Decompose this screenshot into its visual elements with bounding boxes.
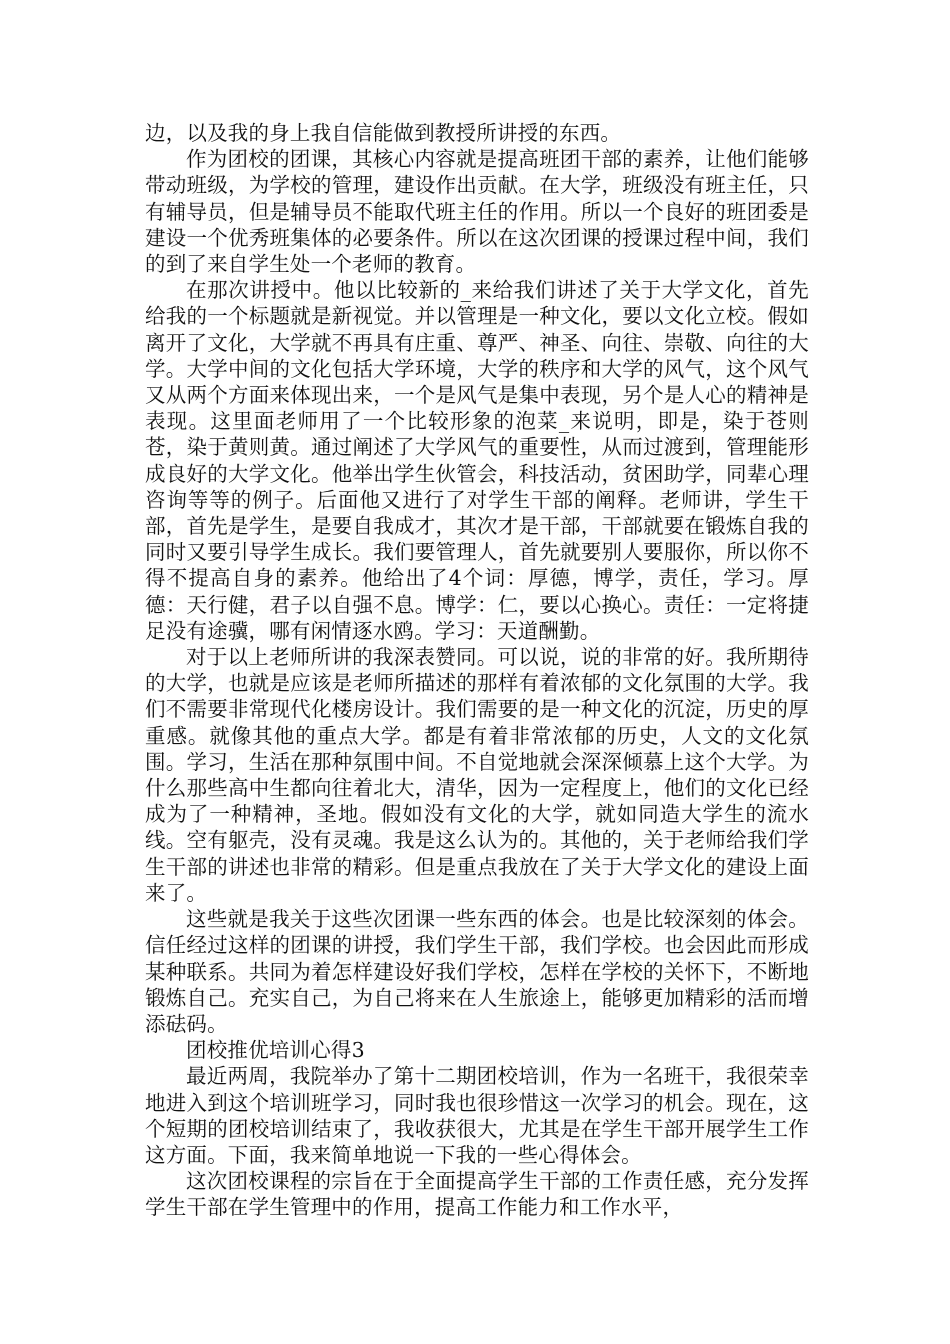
paragraph-training-intro: 最近两周，我院举办了第十二期团校培训，作为一名班干，我很荣幸地进入到这个培训班学习，同时我也很珍惜这一次学习的机会。现在，这个短期的团校培训结束了，我收获很大，尤其是在学生干部开展学生工作这方面。下面，我来简单地说一下我的一些心得体会。: [145, 1064, 809, 1167]
document-body: [145, 120, 809, 1221]
paragraph-agreement: 对于以上老师所讲的我深表赞同。可以说，说的非常的好。我所期待的大学，也就是应该是老师所描述的那样有着浓郁的文化氛围的大学。我们不需要非常现代化楼房设计。我们需要的是一种文化的沉淀，历史的厚重感。就像其他的重点大学。都是有着非常浓郁的历史，人文的文化氛围。学习，生活在那种氛围中间。不自觉地就会深深倾慕上这个大学。为什么那些高中生都向往着北大，清华，因为一定程度上，他们的文化已经成为了一种精神，圣地。假如没有文化的大学，就如同造大学生的流水线。空有躯壳，没有灵魂。我是这么认为的。其他的，关于老师给我们学生干部的讲述也非常的精彩。但是重点我放在了关于大学文化的建设上面来了。: [145, 645, 809, 905]
paragraph-reflection: 这些就是我关于这些次团课一些东西的体会。也是比较深刻的体会。信任经过这样的团课的讲授，我们学生干部，我们学校。也会因此而形成某种联系。共同为着怎样建设好我们学校，怎样在学校的关怀下，不断地锻炼自己。充实自己，为自己将来在人生旅途上，能够更加精彩的活而增添砝码。: [145, 907, 809, 1036]
paragraph-team-class-core: 作为团校的团课，其核心内容就是提高班团干部的素养，让他们能够带动班级，为学校的管理，建设作出贡献。在大学，班级没有班主任，只有辅导员，但是辅导员不能取代班主任的作用。所以一个良好的班团委是建设一个优秀班集体的必要条件。所以在这次团课的授课过程中间，我们的到了来自学生处一个老师的教育。: [145, 147, 809, 277]
paragraph-university-culture: 在那次讲授中。他以比较新的_来给我们讲述了关于大学文化，首先给我的一个标题就是新视觉。并以管理是一种文化，要以文化立校。假如离开了文化，大学就不再具有庄重、尊严、神圣、向往、崇敬、向往的大学。大学中间的文化包括大学环境，大学的秩序和大学的风气，这个风气又从两个方面来体现出来，一个是风气是集中表现，另个是人心的精神是表现。这里面老师用了一个比较形象的泡菜_来说明，即是，染于苍则苍，染于黄则黄。通过阐述了大学风气的重要性，从而过渡到，管理能形成良好的大学文化。他举出学生伙管会，科技活动，贫困助学，同辈心理咨询等等的例子。后面他又进行了对学生干部的阐释。老师讲，学生干部，首先是学生，是要自我成才，其次才是干部，干部就要在锻炼自我的同时又要引导学生成长。我们要管理人，首先就要别人要服你，所以你不得不提高自身的素养。他给出了4个词：厚德，博学，责任，学习。厚德：天行健，君子以自强不息。博学：仁，要以心换心。责任：一定将捷足没有途骥，哪有闲情逐水鸥。学习：天道酬勤。: [145, 278, 809, 643]
paragraph-course-purpose: 这次团校课程的宗旨在于全面提高学生干部的工作责任感，充分发挥学生干部在学生管理中的作用，提高工作能力和工作水平，: [145, 1169, 809, 1220]
section-heading: 团校推优培训心得3: [186, 1038, 365, 1063]
paragraph-continuation: 边，以及我的身上我自信能做到教授所讲授的东西。: [145, 121, 622, 145]
